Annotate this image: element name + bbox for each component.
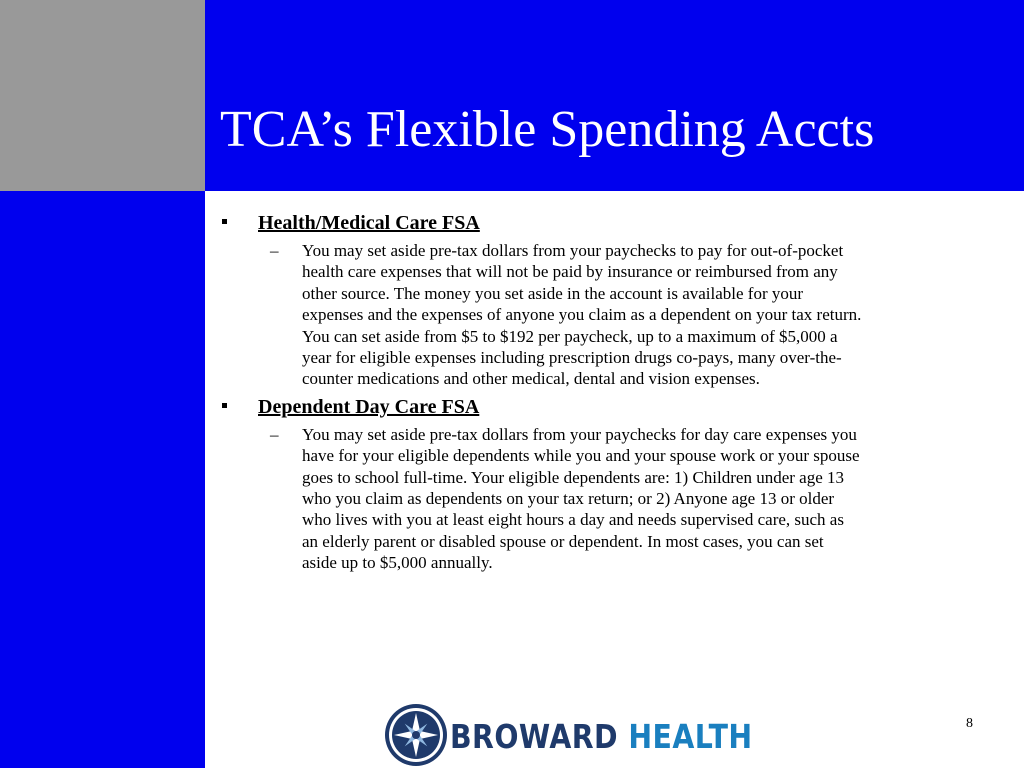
bullet-dependent-care [218,394,878,420]
broward-health-logo [384,703,784,767]
square-bullet-icon [222,219,227,224]
logo-word-broward: BROWARD [450,717,619,756]
bullet-heading: Dependent Day Care FSA [258,395,480,418]
left-accent-bar [0,191,205,768]
logo-wordmark [450,717,753,757]
slide-title: TCA’s Flexible Spending Accts [220,101,875,158]
logo-word-health: HEALTH [628,717,753,756]
sub-bullet [270,424,862,574]
bullet-heading: Health/Medical Care FSA [258,212,480,234]
title-band [205,0,1024,191]
sub-bullet-text: You may set aside pre-tax dollars from your paychecks for day care expenses you have for your eligible dependents while you and your spouse work or your spouse goes to school full-time. Your eligible dependents are: 1) Children under age 13 who you claim as dependents on your tax return; or 2) Anyone age 13 or older who lives with you at least eight hours a day and needs supervised care, such as an elderly parent or disabled spouse or dependent. In most cases, you can set aside up to $5,000 annually. [302,424,860,573]
dash-bullet-icon: – [270,241,279,260]
gray-corner-block [0,0,205,191]
star-emblem-icon [384,703,448,767]
slide-content [218,208,878,578]
sub-bullet [270,240,862,390]
dash-bullet-icon: – [270,424,279,444]
page-number: 8 [966,716,973,731]
bullet-health-medical [218,210,878,236]
square-bullet-icon [222,403,227,408]
sub-bullet-text: You may set aside pre-tax dollars from your paychecks to pay for out-of-pocket health care expenses that will not be paid by insurance or reimbursed from any other source. The money you set aside in the account is available for your expenses and the expenses of anyone you claim as a dependent on your tax return. You can set aside from $5 to $192 per paycheck, up to a maximum of $5,000 a year for eligible expenses including prescription drugs co-pays, many over-the-counter medications and other medical, dental and vision expenses. [302,241,862,389]
